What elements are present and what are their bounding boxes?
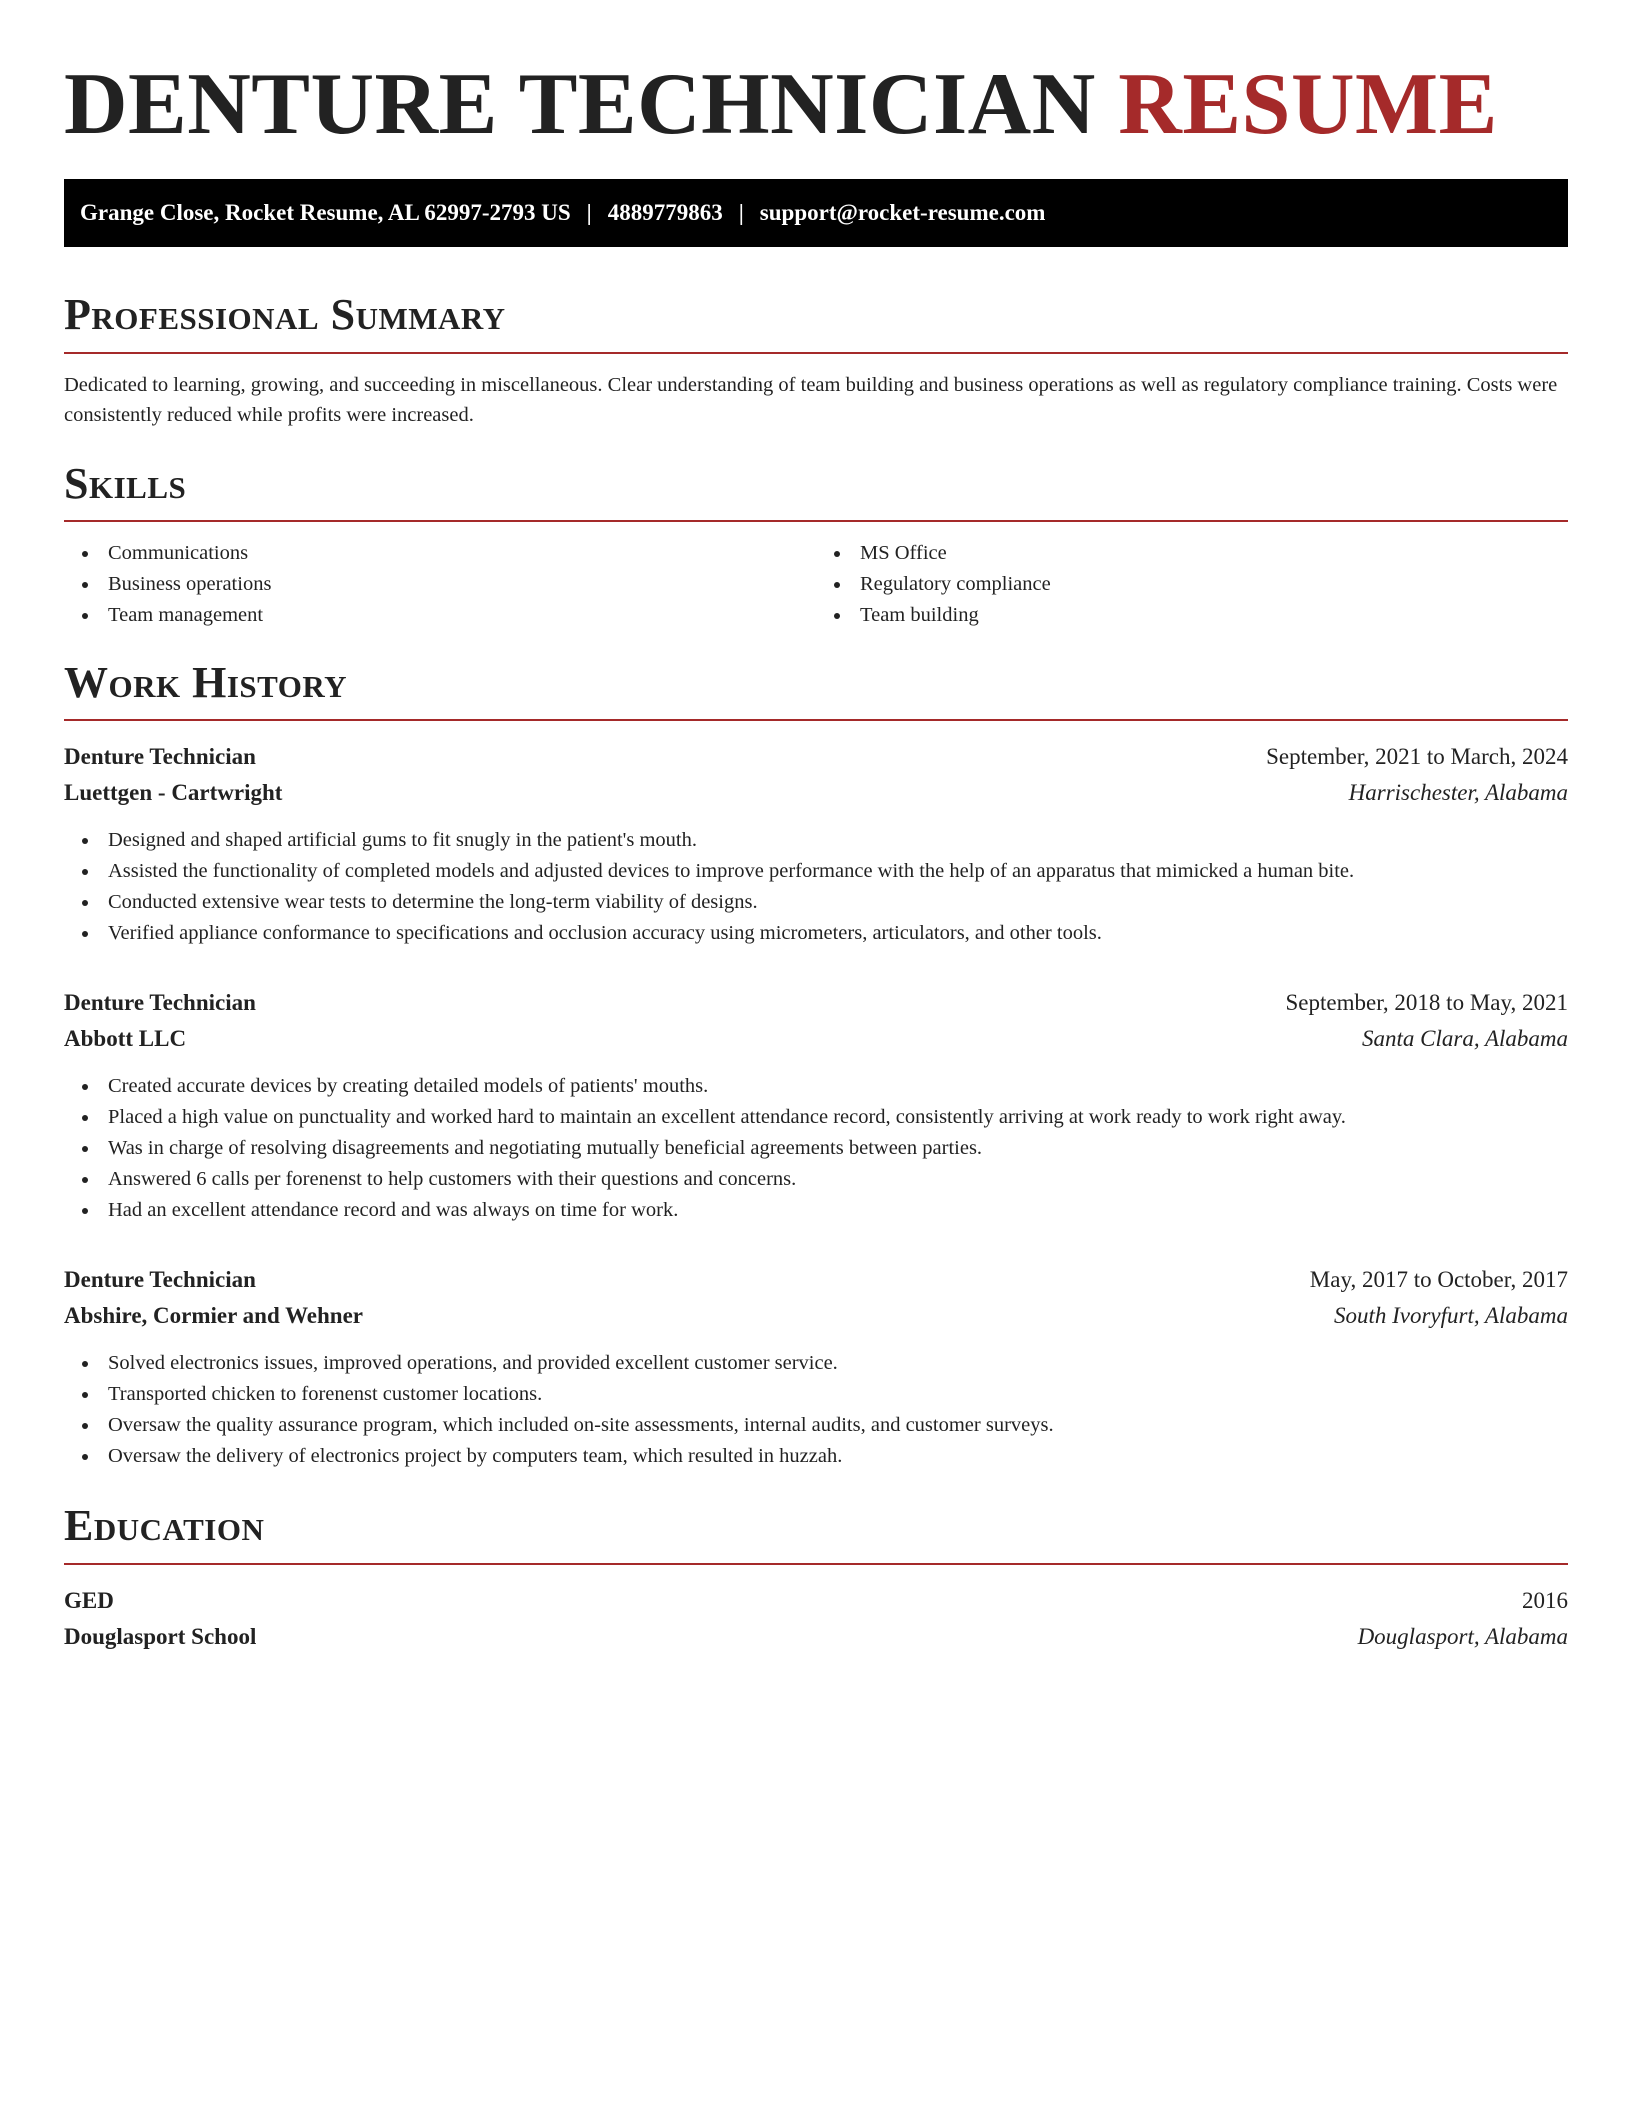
job-title: Denture Technician bbox=[64, 1267, 256, 1293]
contact-separator: | bbox=[586, 200, 592, 226]
job-location: South Ivoryfurt, Alabama bbox=[1333, 1303, 1568, 1329]
job-bullet: Verified appliance conformance to specifications and occlusion accuracy using micrometers, articulators, and other tools. bbox=[64, 918, 1568, 949]
skill-item: MS Office bbox=[816, 538, 1568, 569]
contact-address: Grange Close, Rocket Resume, AL 62997-2793 US bbox=[80, 200, 571, 226]
education-section bbox=[64, 1502, 1568, 1654]
work-history-section bbox=[64, 659, 1568, 1472]
title-main: DENTURE TECHNICIAN bbox=[64, 56, 1096, 153]
skill-item: Communications bbox=[64, 538, 816, 569]
contact-separator: | bbox=[738, 200, 744, 226]
summary-section bbox=[64, 291, 1568, 429]
job-bullet: Solved electronics issues, improved operations, and provided excellent customer service. bbox=[64, 1348, 1568, 1379]
job-location: Santa Clara, Alabama bbox=[1362, 1026, 1568, 1052]
job-bullet: Placed a high value on punctuality and worked hard to maintain an excellent attendance record, consistently arriving at work ready to work right away. bbox=[64, 1102, 1568, 1133]
education-year: 2016 bbox=[1522, 1587, 1568, 1613]
education-degree-row bbox=[64, 1583, 1568, 1619]
job-company: Luettgen - Cartwright bbox=[64, 780, 283, 806]
skill-item: Team building bbox=[816, 600, 1568, 631]
job-bullet: Designed and shaped artificial gums to fit snugly in the patient's mouth. bbox=[64, 825, 1568, 856]
skill-item: Team management bbox=[64, 600, 816, 631]
summary-text: Dedicated to learning, growing, and succeeding in miscellaneous. Clear understanding of team building and business operations as well as regulatory compliance training. Costs were consistently reduced while profits were increased. bbox=[64, 373, 1558, 426]
job-entry bbox=[64, 1262, 1568, 1472]
job-bullet: Created accurate devices by creating detailed models of patients' mouths. bbox=[64, 1071, 1568, 1102]
education-school: Douglasport School bbox=[64, 1623, 257, 1649]
contact-phone: 4889779863 bbox=[607, 200, 723, 226]
education-location: Douglasport, Alabama bbox=[1357, 1623, 1568, 1649]
job-bullet: Conducted extensive wear tests to determine the long-term viability of designs. bbox=[64, 887, 1568, 918]
skills-grid bbox=[64, 538, 1568, 631]
job-bullet: Had an excellent attendance record and was always on time for work. bbox=[64, 1195, 1568, 1226]
job-location: Harrischester, Alabama bbox=[1348, 780, 1568, 806]
job-bullet: Oversaw the quality assurance program, which included on-site assessments, internal audits, and customer surveys. bbox=[64, 1410, 1568, 1441]
job-company-row bbox=[64, 775, 1568, 811]
skills-section bbox=[64, 460, 1568, 631]
job-dates: September, 2021 to March, 2024 bbox=[1266, 744, 1568, 770]
job-bullets bbox=[64, 1071, 1568, 1226]
skills-left-column bbox=[64, 538, 816, 631]
job-bullet: Oversaw the delivery of electronics project by computers team, which resulted in huzzah. bbox=[64, 1441, 1568, 1472]
summary-heading: Professional Summary bbox=[64, 291, 1568, 353]
job-header-row bbox=[64, 739, 1568, 775]
job-title: Denture Technician bbox=[64, 744, 256, 770]
job-dates: September, 2018 to May, 2021 bbox=[1285, 990, 1568, 1016]
job-header-row bbox=[64, 985, 1568, 1021]
job-bullet: Assisted the functionality of completed models and adjusted devices to improve performance with the help of an apparatus that mimicked a human bite. bbox=[64, 856, 1568, 887]
job-company-row bbox=[64, 1021, 1568, 1057]
skills-heading: Skills bbox=[64, 460, 1568, 522]
skill-item: Regulatory compliance bbox=[816, 569, 1568, 600]
education-entry bbox=[64, 1583, 1568, 1655]
job-entry bbox=[64, 739, 1568, 949]
education-heading: Education bbox=[64, 1502, 1568, 1564]
job-dates: May, 2017 to October, 2017 bbox=[1309, 1267, 1568, 1293]
job-header-row bbox=[64, 1262, 1568, 1298]
title-accent: RESUME bbox=[1118, 56, 1498, 153]
job-entry bbox=[64, 985, 1568, 1226]
job-company: Abshire, Cormier and Wehner bbox=[64, 1303, 364, 1329]
education-school-row bbox=[64, 1619, 1568, 1655]
job-bullets bbox=[64, 1348, 1568, 1472]
work-history-heading: Work History bbox=[64, 659, 1568, 721]
job-title: Denture Technician bbox=[64, 990, 256, 1016]
education-degree: GED bbox=[64, 1587, 114, 1613]
job-bullets bbox=[64, 825, 1568, 949]
contact-email: support@rocket-resume.com bbox=[759, 200, 1046, 226]
skill-item: Business operations bbox=[64, 569, 816, 600]
resume-title bbox=[64, 0, 1568, 155]
job-company: Abbott LLC bbox=[64, 1026, 187, 1052]
contact-bar bbox=[64, 179, 1568, 247]
job-bullet: Answered 6 calls per forenenst to help customers with their questions and concerns. bbox=[64, 1164, 1568, 1195]
skills-right-column bbox=[816, 538, 1568, 631]
job-bullet: Was in charge of resolving disagreements and negotiating mutually beneficial agreements between parties. bbox=[64, 1133, 1568, 1164]
job-bullet: Transported chicken to forenenst customer locations. bbox=[64, 1379, 1568, 1410]
job-company-row bbox=[64, 1298, 1568, 1334]
